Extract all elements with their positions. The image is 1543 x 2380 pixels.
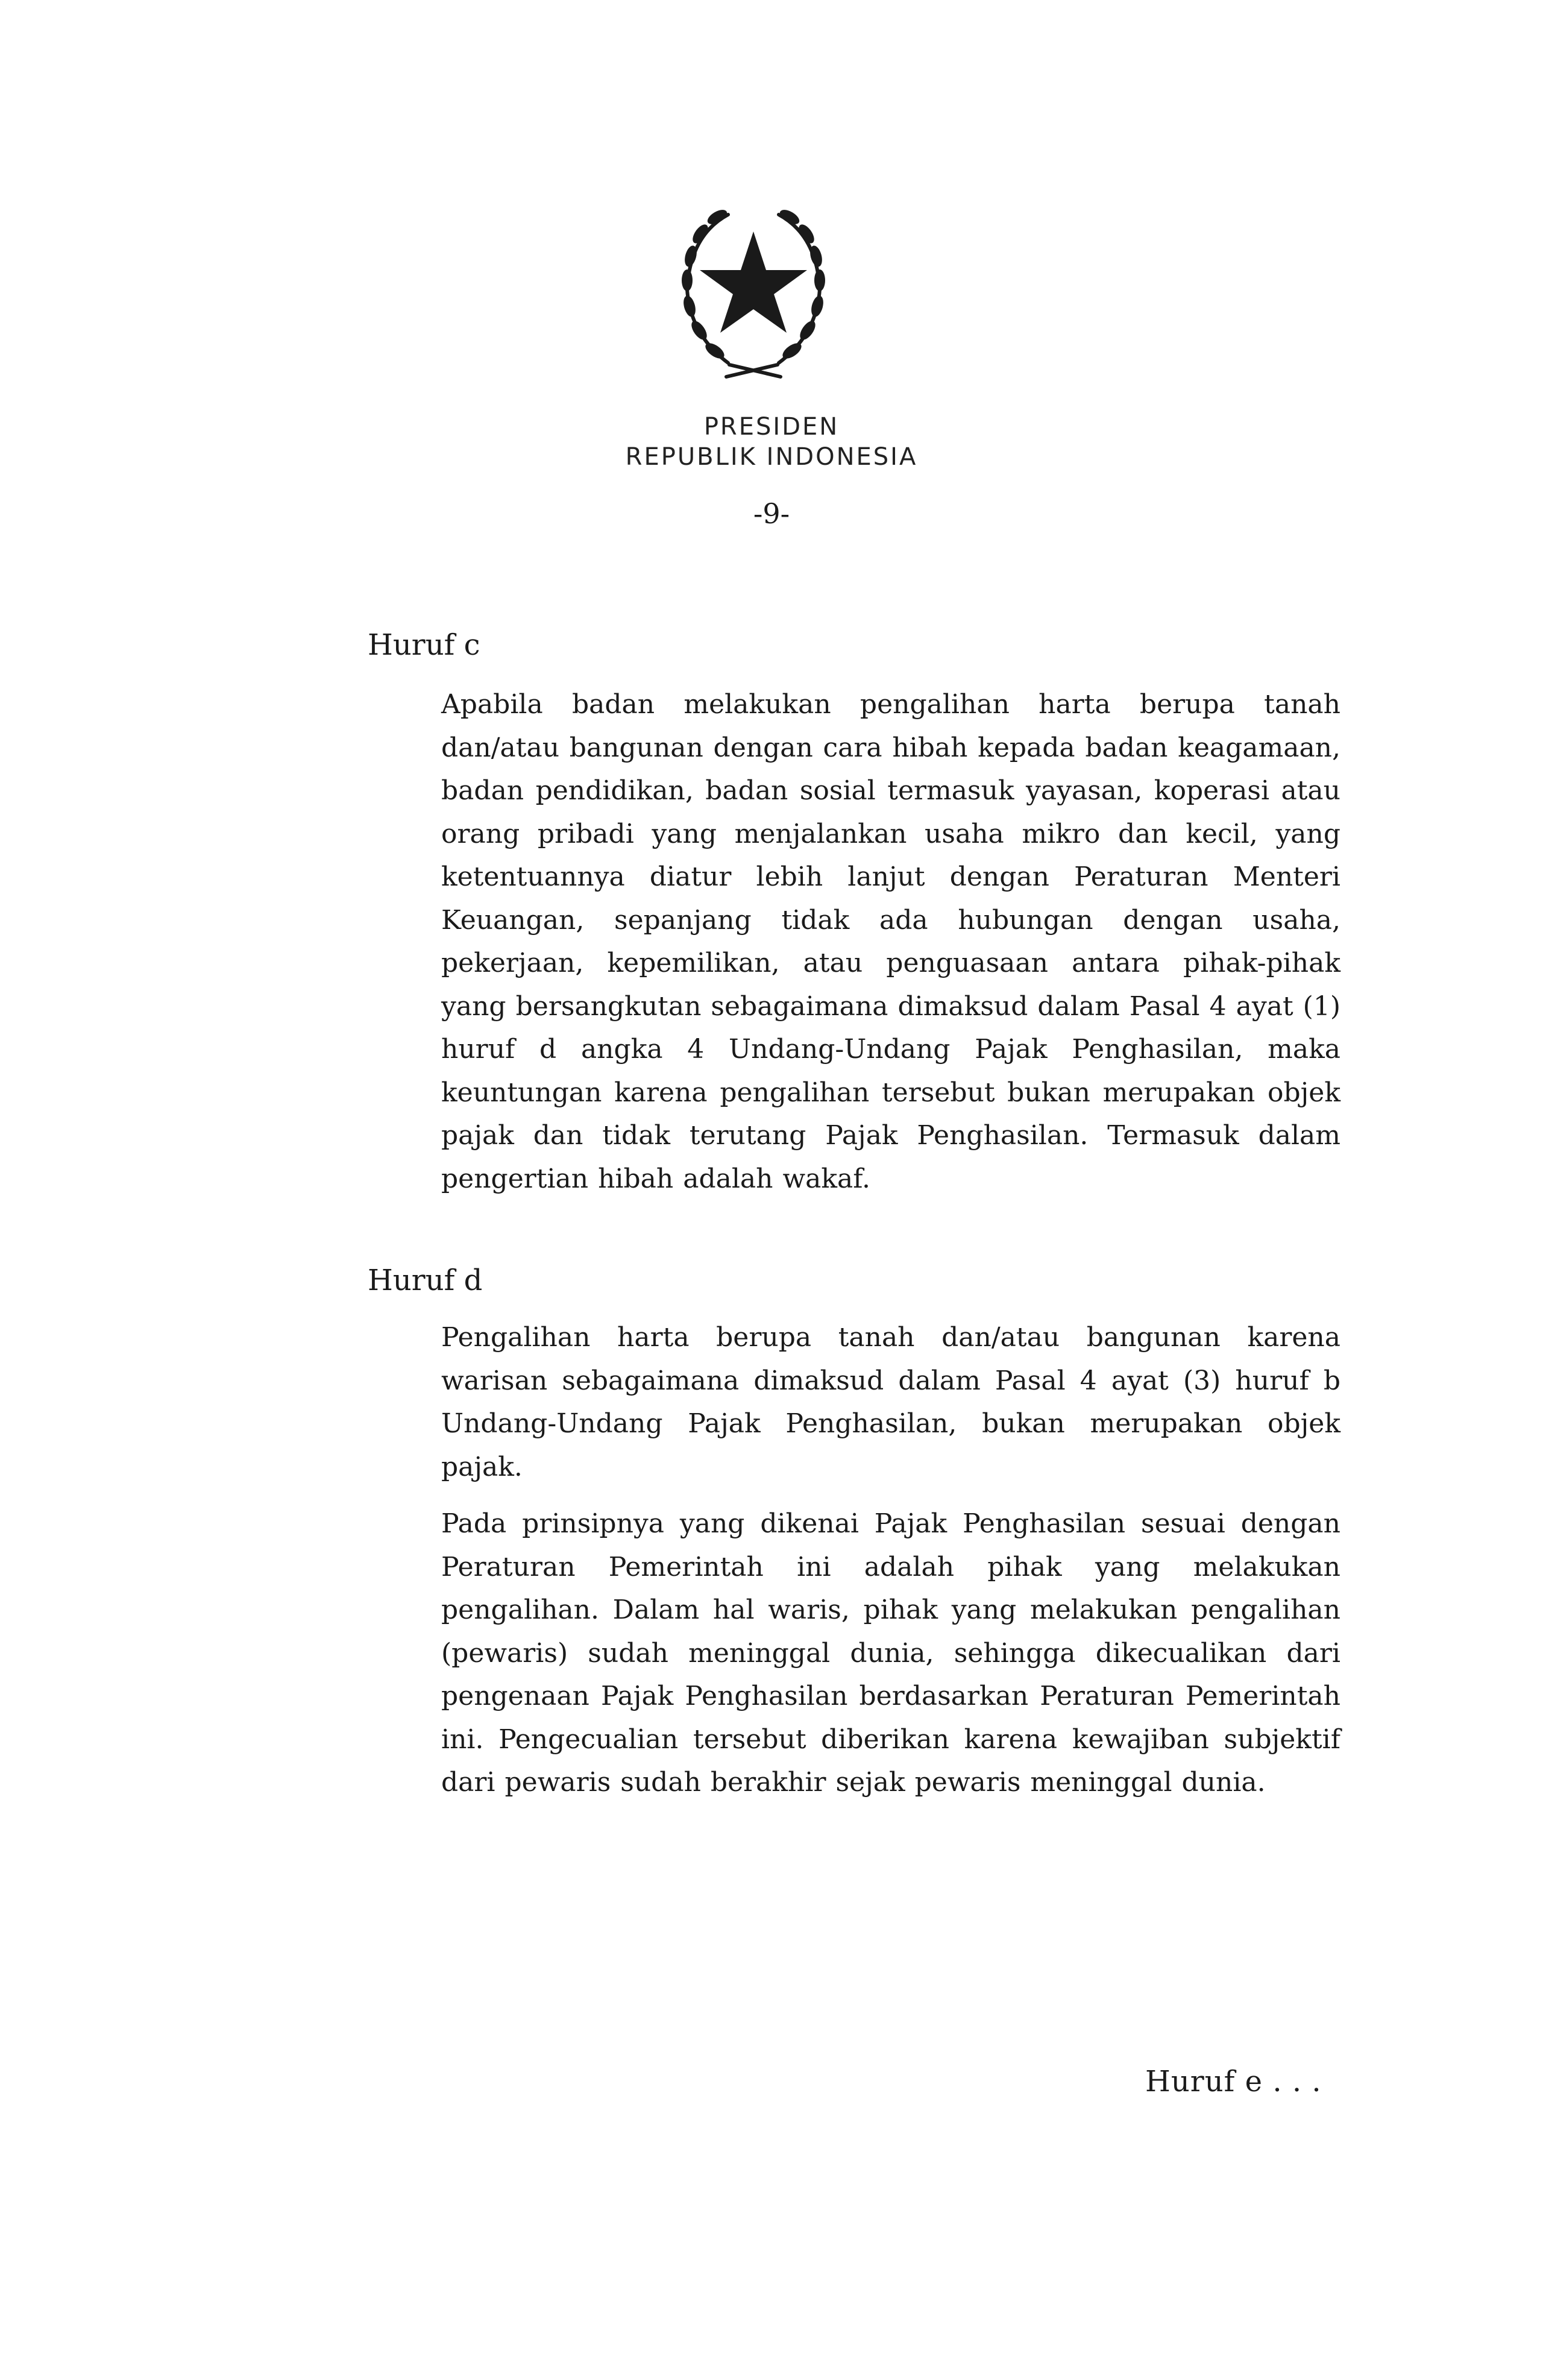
paragraph-huruf-d-1: Pengalihan harta berupa tanah dan/atau bangunan karena warisan sebagaimana dimaksud dalam Pasal 4 ayat (3) huruf b Undang-Undang Pajak Penghasilan, bukan merupakan objek pajak.: [441, 1322, 1340, 1482]
paragraph-huruf-d-2: Pada prinsipnya yang dikenai Pajak Penghasilan sesuai dengan Peraturan Pemerintah ini adalah pihak yang melakukan pengalihan. Dalam hal waris, pihak yang melakukan pengalihan (pewaris) sudah meninggal dunia, sehingga dikecualikan dari pengenaan Pajak Penghasilan berdasarkan Peraturan Pemerintah ini. Pengecualian tersebut diberikan karena kewajiban subjektif dari pewaris sudah berakhir sejak pewaris meninggal dunia.: [441, 1508, 1340, 1798]
garuda-star-wreath-emblem-icon: [657, 193, 850, 386]
header-presiden: PRESIDEN: [703, 413, 840, 441]
next-page-reference: Huruf e . . .: [1145, 2065, 1322, 2098]
section-heading-huruf-d: Huruf d: [368, 1264, 483, 1297]
header-republik-indonesia: REPUBLIK INDONESIA: [625, 443, 918, 471]
paragraph-huruf-c: Apabila badan melakukan pengalihan harta berupa tanah dan/atau bangunan dengan cara hibah kepada badan keagamaan, badan pendidikan, badan sosial termasuk yayasan, koperasi atau orang pribadi yang menjalankan usaha mikro dan kecil, yang ketentuannya diatur lebih lanjut dengan Peraturan Menteri Keuangan, sepanjang tidak ada hubungan dengan usaha, pekerjaan, kepemilikan, atau penguasaan antara pihak-pihak yang bersangkutan sebagaimana dimaksud dalam Pasal 4 ayat (1) huruf d angka 4 Undang-Undang Pajak Penghasilan, maka keuntungan karena pengalihan tersebut bukan merupakan objek pajak dan tidak terutang Pajak Penghasilan. Termasuk dalam pengertian hibah adalah wakaf.: [441, 689, 1340, 1194]
page-number: -9-: [753, 497, 790, 530]
section-heading-huruf-c: Huruf c: [368, 628, 480, 662]
